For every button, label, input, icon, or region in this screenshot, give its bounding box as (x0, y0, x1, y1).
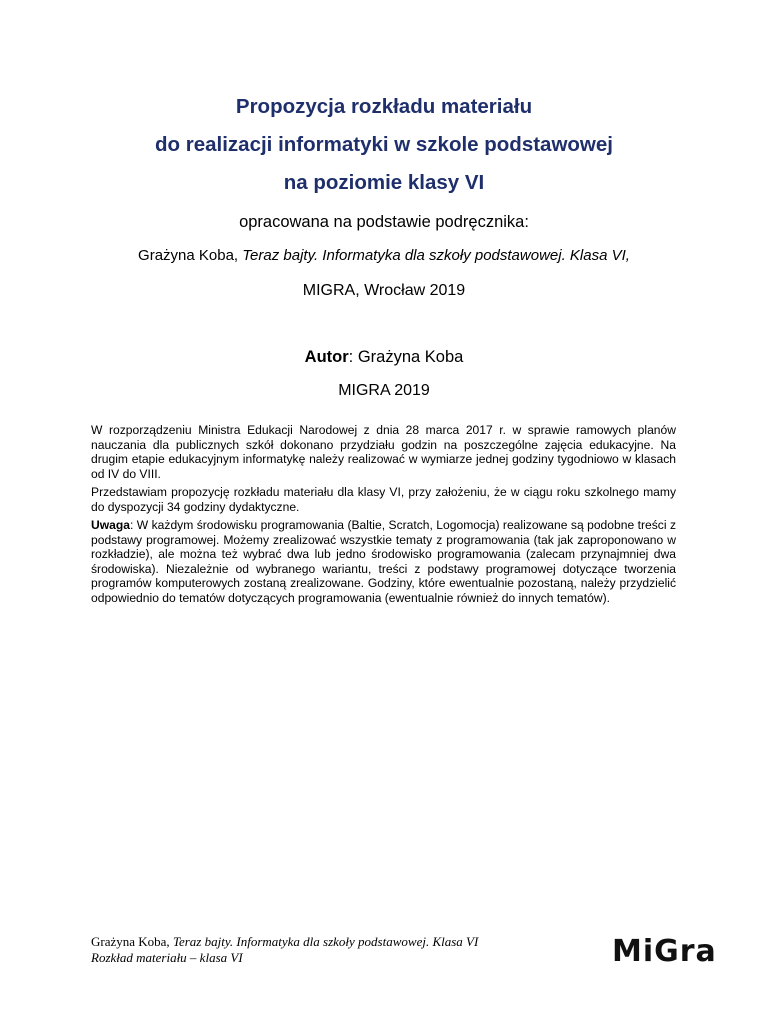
title-block (0, 88, 768, 402)
footer-subtitle: Rozkład materiału – klasa VI (91, 950, 243, 965)
footer-text (91, 934, 591, 966)
title-line-2: do realizacji informatyki w szkole podstawowej (155, 133, 613, 156)
body-paragraph-2: Przedstawiam propozycję rozkładu materiału dla klasy VI, przy założeniu, że w ciągu roku szkolnego mamy do dyspozycji 34 godziny dydaktyczne. (91, 485, 676, 514)
footer-book-title: Teraz bajty. Informatyka dla szkoły podstawowej. Klasa VI (172, 934, 479, 949)
footer-author: Grażyna Koba, (91, 934, 173, 949)
citation (0, 246, 768, 266)
subtitle: opracowana na podstawie podręcznika: (239, 213, 529, 231)
body-text (91, 423, 676, 609)
migra-logo: MiGra (612, 934, 717, 969)
body-note (91, 518, 676, 605)
author-line (0, 346, 768, 368)
author-label: Autor (304, 348, 349, 366)
title-line-1: Propozycja rozkładu materiału (235, 95, 533, 118)
author-name: : Grażyna Koba (348, 348, 464, 366)
publisher-year-line: MIGRA 2019 (338, 382, 430, 399)
note-text: : W każdym środowisku programowania (Baltie, Scratch, Logomocja) realizowane są podobne treści z podstawy programowej. Możemy zrealizować wszystkie tematy z programowania (tak jak zaproponowano w rozkładzie), ale można też wybrać dwa lub jedno środowisko programowania (zalecam przynajmniej dwa środowiska). Niezależnie od wybranego wariantu, treści z podstawy programowej dotyczące tworzenia programów komputerowych zostaną zrealizowane. Godziny, które ewentualnie pozostaną, należy przydzielić odpowiednio do tematów dotyczących programowania (ewentualnie również do innych tematów). (91, 518, 676, 605)
publisher-line: MIGRA, Wrocław 2019 (302, 282, 466, 299)
citation-author: Grażyna Koba, (138, 247, 243, 264)
footer-line-2 (91, 950, 591, 966)
title-line-3: na poziomie klasy VI (283, 171, 485, 194)
citation-book-title: Teraz bajty. Informatyka dla szkoły podstawowej. Klasa VI, (242, 247, 630, 264)
note-label: Uwaga (91, 518, 130, 532)
footer-line-1 (91, 934, 591, 950)
body-paragraph-1: W rozporządzeniu Ministra Edukacji Narodowej z dnia 28 marca 2017 r. w sprawie ramowych planów nauczania dla publicznych szkół dokonano przydziału godzin na poszczególne zajęcia edukacyjne. Na drugim etapie edukacyjnym informatykę należy realizować w wymiarze jednej godziny tygodniowo w klasach od IV do VIII. (91, 423, 676, 481)
